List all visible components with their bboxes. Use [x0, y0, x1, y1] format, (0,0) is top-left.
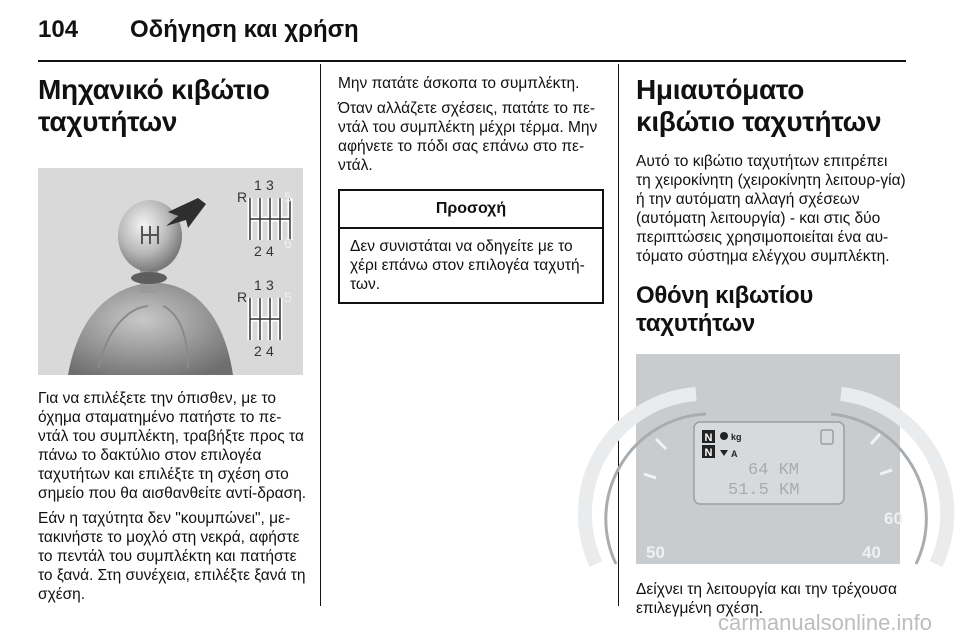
column-divider	[320, 64, 321, 606]
shift-label: 3	[266, 177, 274, 193]
warning-title: Προσοχή	[340, 191, 602, 229]
left-column	[38, 64, 308, 604]
clutch-paragraph: Μην πατάτε άσκοπα το συμπλέκτη.	[338, 75, 580, 92]
snowflake-icon	[720, 432, 728, 440]
instrument-cluster-illustration	[636, 354, 903, 564]
manual-gearbox-heading: Μηχανικό κιβώτιο ταχυτήτων	[38, 74, 270, 137]
column-divider	[618, 64, 619, 606]
shift-label: R	[237, 189, 248, 205]
shift-label: R	[237, 289, 248, 305]
shift-label: 2	[254, 243, 262, 259]
shift-label: 5	[284, 289, 292, 305]
warning-text: Δεν συνιστάται να οδηγείτε με το χέρι επάνω στον επιλογέα ταχυτή-των.	[350, 238, 585, 293]
km-readout-top: 64 KM	[748, 461, 800, 480]
shift-label: 3	[266, 277, 274, 293]
dial-number: 50	[646, 543, 665, 562]
shift-label: 1	[254, 177, 262, 193]
gear-indicator: N	[704, 432, 713, 444]
display-caption: Δείχνει τη λειτουργία και την τρέχουσα επιλεγμένη σχέση.	[636, 581, 897, 617]
dial-number: 60	[884, 509, 903, 528]
gear-shift-figure	[38, 168, 303, 375]
shift-label: 2	[254, 343, 262, 359]
middle-column	[338, 74, 604, 304]
reverse-gear-paragraph: Για να επιλέξετε την όπισθεν, με το όχημα σταματημένο πατήστε το πε-ντάλ του συμπλέκτη, τραβήξτε προς τα πάνω το δακτύλιο στον επιλογέα ταχυτήτων και επιλέξτε τη σχέση στο σημείο που θα αισθανθείτε αντί-δραση.	[38, 390, 307, 502]
header-rule	[38, 60, 906, 62]
right-column	[636, 64, 906, 618]
unit-a: A	[731, 449, 738, 459]
shift-label: 6	[284, 235, 292, 251]
gear-not-engaging-paragraph: Εάν η ταχύτητα δεν "κουμπώνει", με-τακινήστε το μοχλό στη νεκρά, αφήστε το πεντάλ του συμπλέκτη και πατήστε το ξανά. Στη συνέχεια, επιλέξτε ξανά τη σχέση.	[38, 510, 306, 603]
shift-label: 5	[284, 189, 292, 205]
watermark: carmanualsonline.info	[717, 610, 932, 635]
gear-indicator: N	[704, 447, 713, 459]
semi-automatic-paragraph: Αυτό το κιβώτιο ταχυτήτων επιτρέπει τη χειροκίνητη (χειροκίνητη λειτουρ-γία) ή την αυτόματη αλλαγή σχέσεων (αυτόματη λειτουργία) - και στις δύο περιπτώσεις χρησιμοποιείται ένα αυ-τόματο σύστημα ελέγχου συμπλέκτη.	[636, 153, 906, 265]
dial-number: 40	[862, 543, 881, 562]
gear-shift-illustration	[38, 168, 303, 375]
semi-automatic-heading: Ημιαυτόματο κιβώτιο ταχυτήτων	[636, 74, 882, 137]
km-readout-bottom: 51.5 KM	[728, 481, 800, 500]
shift-label: 1	[254, 277, 262, 293]
gearbox-display-heading: Οθόνη κιβωτίου ταχυτήτων	[636, 282, 814, 337]
shifting-paragraph: Όταν αλλάζετε σχέσεις, πατάτε το πε-ντάλ του συμπλέκτη μέχρι τέρμα. Μην αφήνετε το πόδι σας επάνω στο πε-ντάλ.	[338, 100, 598, 174]
warning-box	[338, 189, 604, 304]
shift-label: 4	[266, 343, 274, 359]
unit-kg: kg	[731, 432, 742, 442]
page-number: 104	[38, 16, 79, 43]
gearbox-display-figure	[636, 354, 903, 564]
running-title: Οδήγηση και χρήση	[130, 16, 359, 43]
shift-label: 4	[266, 243, 274, 259]
